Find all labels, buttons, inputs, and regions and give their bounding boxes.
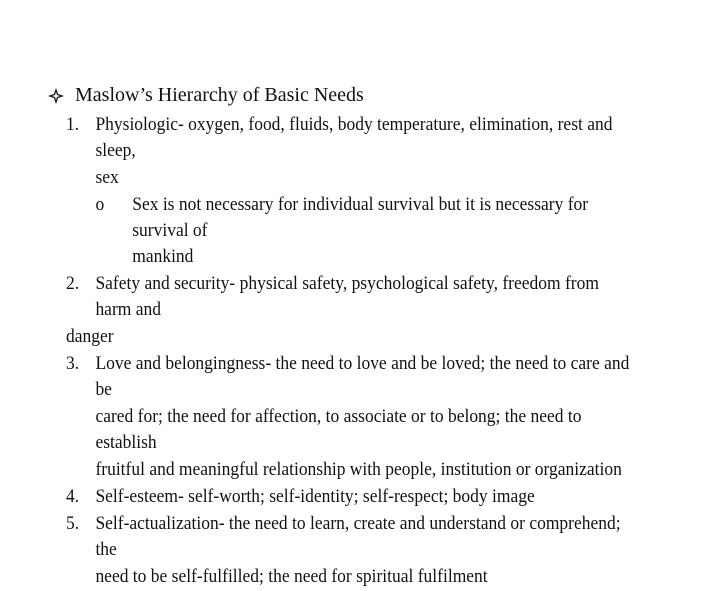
item-number: 3. — [66, 353, 80, 374]
item-number: 1. — [66, 114, 80, 135]
needs-list — [66, 112, 638, 591]
list-item — [66, 112, 638, 270]
item-number: 4. — [66, 486, 80, 507]
list-item — [66, 511, 638, 590]
list-item — [66, 351, 638, 483]
heading-text: Maslow’s Hierarchy of Basic Needs — [75, 84, 364, 106]
list-item — [66, 271, 638, 350]
sub-item-text-continued: mankind — [132, 246, 194, 267]
sub-item — [95, 192, 638, 244]
item-number: 5. — [66, 513, 80, 534]
item-text: Safety and security- physical safety, psychological safety, freedom from harm and — [95, 273, 599, 320]
item-text: Physiologic- oxygen, food, fluids, body temperature, elimination, rest and sleep, — [95, 114, 613, 161]
item-text: Self-actualization- the need to learn, create and understand or comprehend; the — [95, 513, 621, 560]
item-text-continued: cared for; the need for affection, to associate or to belong; the need to establish — [95, 406, 582, 453]
item-text-continued: sex — [95, 167, 119, 188]
sub-bullet-marker: o — [95, 194, 105, 215]
item-text-continued: fruitful and meaningful relationship with people, institution or organization — [95, 459, 622, 480]
four-diamond-bullet-icon — [47, 86, 65, 104]
sub-item-text: Sex is not necessary for individual survival but it is necessary for survival of — [132, 194, 589, 241]
item-text-continued: need to be self-fulfilled; the need for spiritual fulfilment — [95, 566, 488, 587]
item-text-continued: danger — [66, 326, 114, 347]
item-number: 2. — [66, 273, 80, 294]
item-text: Self-esteem- self-worth; self-identity; self-respect; body image — [95, 486, 535, 507]
item-text: Love and belongingness- the need to love and be loved; the need to care and be — [95, 353, 630, 400]
section-heading — [47, 82, 364, 108]
list-item — [66, 484, 638, 510]
